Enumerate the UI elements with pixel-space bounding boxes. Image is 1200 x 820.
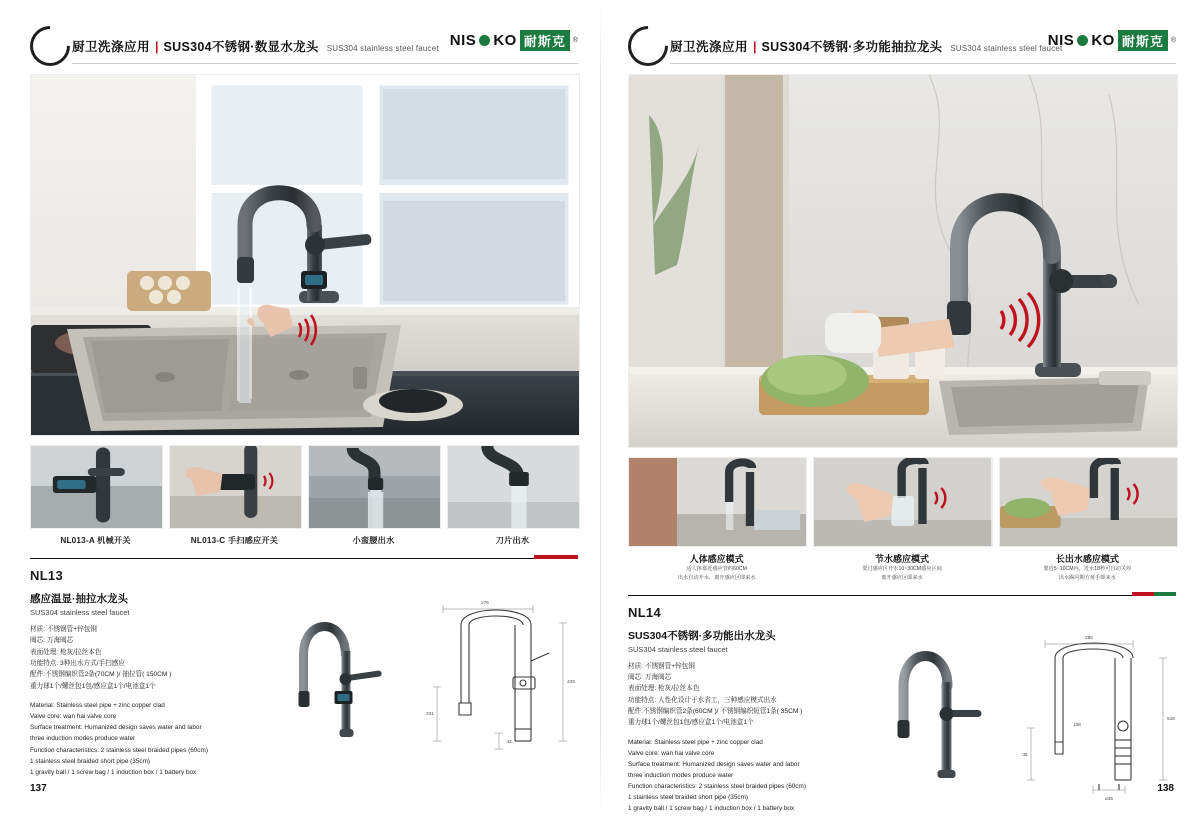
- thumbnail-caption: NL013-C 手扫感应开关: [190, 536, 279, 545]
- spec-line-en: Valve core: wan hai valve core: [30, 713, 117, 721]
- dim-top: 280: [1085, 634, 1093, 640]
- spec-line-en: Function characteristics: 2 stainless steel braided pipes (60cm): [628, 783, 806, 791]
- c-logo-icon: [30, 26, 70, 66]
- spec-list-en: [628, 737, 878, 815]
- spec-line-en: 1 stainless steel braided short pipe (35cm): [30, 757, 151, 765]
- section-divider-left: [30, 558, 578, 559]
- brand-name-part2: KO: [493, 32, 517, 49]
- spec-line: 配件:不锈钢编织管2条(70CM )/ 抽拉管( 150CM ): [30, 671, 172, 679]
- section-divider-right: [628, 595, 1176, 596]
- spec-list-en: [30, 700, 280, 778]
- dim-bottom: ø45: [1105, 795, 1113, 801]
- dim-top: 276: [481, 600, 489, 605]
- spec-list-cn: [628, 661, 878, 729]
- brand-name-cn: 耐斯克: [1118, 30, 1168, 51]
- spec-line: 功能特点: 人性化设计于水省工，三种感应模式出水: [628, 696, 777, 704]
- thumbnail-row-left: [30, 445, 578, 546]
- thumbnail-item[interactable]: [813, 457, 990, 583]
- thumbnail-sub-1: 适人体靠近感应管约60CM: [686, 566, 747, 572]
- page-right: [600, 0, 1200, 820]
- spec-line: 材质: 不锈钢管+锌包铜: [628, 662, 695, 670]
- hero-image-left: [30, 74, 580, 436]
- header-title-cn: SUS304不锈钢·多功能抽拉龙头: [761, 40, 943, 54]
- header-rule: [670, 63, 1176, 64]
- header-category-cn: 厨卫洗涤应用: [670, 40, 749, 54]
- thumbnail-item[interactable]: [169, 445, 300, 546]
- header-title-en: SUS304 stainless steel faucet: [950, 44, 1063, 53]
- dim-right: 433: [567, 679, 575, 684]
- header-separator: |: [753, 40, 757, 54]
- header-title-en: SUS304 stainless steel faucet: [326, 44, 439, 53]
- thumbnail-caption: 节水感应模式: [874, 554, 929, 564]
- header-title-cn: SUS304不锈钢·数显水龙头: [163, 40, 319, 54]
- spec-line-en: three induction modes produce water: [30, 735, 136, 743]
- thumbnail-image: [447, 445, 580, 529]
- thumbnail-caption: 长出水感应模式: [1055, 554, 1119, 564]
- thumbnail-sub-2: 离开感应区即来水: [881, 574, 923, 581]
- spec-line: 表面处理: 枪灰/拉丝本色: [628, 685, 700, 693]
- spec-line: 配件:不锈钢编织管2条(60CM )/ 不锈钢编织短管1条( 35CM ): [628, 707, 803, 715]
- dim-mid: 138: [1073, 721, 1081, 727]
- brand-logo-right: [1048, 30, 1176, 51]
- product-detail-left: [30, 591, 578, 778]
- spec-line-en: Function characteristics: 2 stainless steel braided pipes (60cm): [30, 746, 208, 754]
- spec-line: 重力球1个/螺丝包1包/感应盒1个/电池盒1个: [30, 682, 156, 690]
- accent-flag-green: [1154, 592, 1176, 596]
- spec-line-en: Surface treatment: Humanized design saves water and labor: [30, 724, 202, 732]
- spec-line-en: 1 gravity ball / 1 screw bag / 1 induction box / 1 battery box: [628, 805, 795, 813]
- product-detail-right: [628, 628, 1176, 815]
- thumbnail-sub-2: 出水自动开水，离开感应区即来水: [677, 574, 756, 581]
- spec-line-en: Material: Stainless steel pipe + zinc copper clad: [30, 701, 165, 709]
- spec-line: 功能特点: 3种出水方式/手扫感应: [30, 659, 125, 667]
- thumbnail-caption: 刀片出水: [495, 536, 530, 545]
- thumbnail-image: [308, 445, 441, 529]
- technical-drawing-right: [1001, 628, 1176, 803]
- brand-dot-icon: [479, 35, 490, 46]
- thumbnail-item[interactable]: [30, 445, 161, 546]
- dim-right: 518: [1167, 715, 1175, 721]
- spec-block-left: [30, 591, 280, 778]
- header-separator: |: [155, 40, 159, 54]
- spec-line-en: 1 gravity ball / 1 screw bag / 1 induction box / 1 battery box: [30, 768, 197, 776]
- accent-flag-red: [534, 555, 578, 559]
- thumbnail-caption: 人体感应模式: [689, 554, 744, 564]
- thumbnail-item[interactable]: [308, 445, 439, 546]
- thumbnail-caption: 小蛮腰出水: [352, 536, 395, 545]
- thumbnail-item[interactable]: [999, 457, 1176, 583]
- model-number-right: NL14: [628, 604, 661, 620]
- spec-block-right: [628, 628, 878, 815]
- brand-trademark: ®: [1170, 37, 1176, 44]
- page-number-left: 137: [30, 783, 47, 794]
- spec-title: SUS304不锈钢·多功能出水龙头: [628, 629, 776, 642]
- spec-line: 阀芯: 万海阀芯: [30, 637, 74, 645]
- thumbnail-item[interactable]: [447, 445, 578, 546]
- product-render-left: [280, 591, 403, 766]
- thumbnail-sub-1: 要近5~10CM内，近水18秒可自动关停: [1043, 566, 1132, 572]
- spec-line-en: three induction modes produce water: [628, 771, 734, 779]
- c-logo-icon: [628, 26, 668, 66]
- page-header-left: [30, 24, 578, 68]
- brand-trademark: ®: [572, 37, 578, 44]
- spec-list-cn: [30, 624, 280, 692]
- hero-image-right: [628, 74, 1178, 448]
- spec-line-en: Material: Stainless steel pipe + zinc copper clad: [628, 738, 763, 746]
- dim-left: 35: [1022, 751, 1028, 757]
- brand-logo-left: [450, 30, 578, 51]
- technical-drawing-left: [403, 591, 578, 766]
- header-category-cn: 厨卫洗涤应用: [72, 40, 151, 54]
- spec-line: 重力球1个/螺丝包1包/感应盒1个/电池盒1个: [628, 719, 754, 727]
- brand-name-part1: NIS: [1047, 32, 1075, 49]
- page-header-right: [628, 24, 1176, 68]
- thumbnail-image: [169, 445, 302, 529]
- thumbnail-row-right: [628, 457, 1176, 583]
- thumbnail-image: [813, 457, 992, 547]
- brand-name-part1: NIS: [449, 32, 477, 49]
- brand-dot-icon: [1077, 35, 1088, 46]
- spec-title: 感应温显·抽拉水龙头: [30, 593, 128, 605]
- spec-line: 表面处理: 枪灰/拉丝本色: [30, 648, 102, 656]
- thumbnail-caption: NL013-A 机械开关: [60, 536, 131, 545]
- dim-mid: 231: [426, 711, 434, 716]
- thumbnail-sub-2: 出水踢闪期方黄手即来水: [1058, 574, 1116, 581]
- thumbnail-image: [628, 457, 807, 547]
- page-number-right: 138: [1157, 783, 1174, 794]
- thumbnail-sub-1: 要过感应区开水10~30CM感应区间: [862, 566, 942, 572]
- thumbnail-image: [999, 457, 1178, 547]
- thumbnail-item[interactable]: [628, 457, 805, 583]
- spec-line: 材质: 不锈钢管+锌包铜: [30, 626, 97, 633]
- brand-name-cn: 耐斯克: [520, 30, 570, 51]
- brand-name-part2: KO: [1091, 32, 1115, 49]
- header-rule: [72, 63, 578, 64]
- spec-subtitle: SUS304 stainless steel faucet: [628, 644, 728, 654]
- spec-line-en: 1 stainless steel braided short pipe (35cm): [628, 794, 749, 802]
- model-number-left: NL13: [30, 568, 63, 583]
- thumbnail-image: [30, 445, 163, 529]
- spec-subtitle: SUS304 stainless steel faucet: [30, 608, 130, 617]
- spec-line: 阀芯: 万海阀芯: [628, 673, 672, 681]
- spec-line-en: Surface treatment: Humanized design saves water and labor: [628, 760, 800, 768]
- dim-small: 42: [506, 739, 512, 744]
- spec-line-en: Valve core: wan hai valve core: [628, 749, 715, 757]
- product-render-right: [878, 628, 1001, 803]
